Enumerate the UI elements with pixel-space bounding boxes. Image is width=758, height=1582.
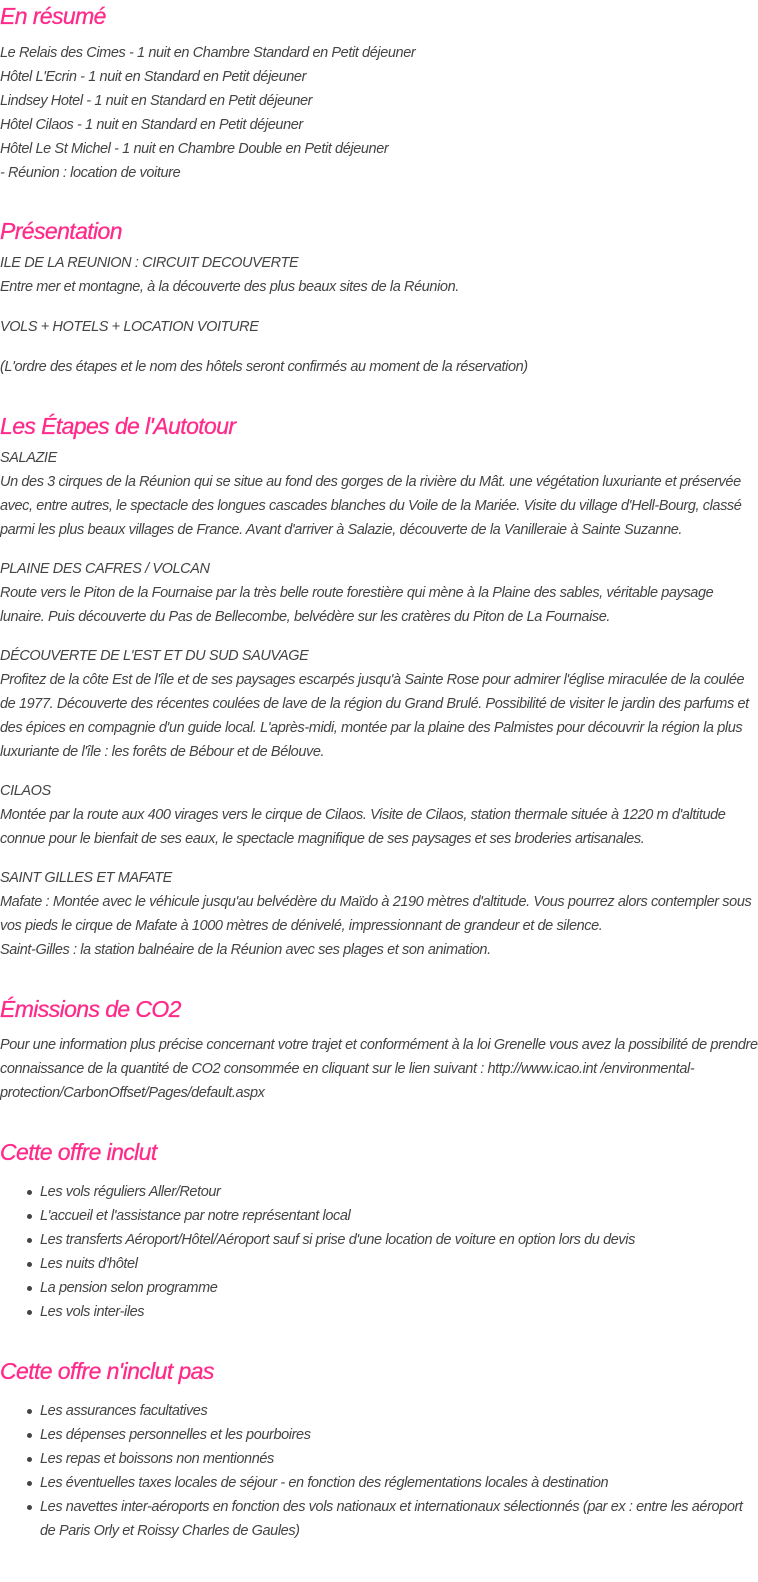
etape-name: PLAINE DES CAFRES / VOLCAN — [0, 561, 210, 577]
etape-item — [0, 866, 758, 962]
excluded-list — [0, 1399, 758, 1543]
etape-description: Route vers le Piton de la Fournaise par la très belle route forestière qui mène à la Plaine des sables, véritable paysage lunaire. Puis découverte du Pas de Bellecombe, belvédère sur les cratères du Piton de La Fournaise. — [0, 585, 714, 625]
etape-item — [0, 779, 758, 851]
included-item-text: Les vols réguliers Aller/Retour — [40, 1184, 221, 1200]
bullet-icon — [27, 1457, 32, 1462]
section-title-resume: En résumé — [0, 3, 106, 29]
section-etapes — [0, 379, 758, 962]
section-title-inclut: Cette offre inclut — [0, 1139, 157, 1165]
section-title-ninclut: Cette offre n'inclut pas — [0, 1358, 214, 1384]
bullet-icon — [27, 1190, 32, 1195]
bullet-icon — [27, 1238, 32, 1243]
section-title-presentation: Présentation — [0, 218, 122, 244]
resume-line: Le Relais des Cimes - 1 nuit en Chambre Standard en Petit déjeuner — [0, 45, 416, 61]
presentation-formula-line: VOLS + HOTELS + LOCATION VOITURE — [0, 319, 259, 335]
excluded-item-text: Les éventuelles taxes locales de séjour - en fonction des réglementations locales à destination — [40, 1475, 609, 1491]
included-list — [0, 1180, 758, 1324]
included-item — [40, 1204, 758, 1228]
etape-description: Profitez de la côte Est de l'île et de ses paysages escarpés jusqu'à Sainte Rose pour admirer l'église miraculée de la coulée de 1977. Découverte des récentes coulées de lave de la région du Grand Brulé. Possibilité de visiter le jardin des parfums et des épices en compagnie d'un guide local. L'après-midi, montée par la plaine des Palmistes pour découvrir la région la plus luxuriante de l'île : les forêts de Bébour et de Bélouve. — [0, 672, 749, 760]
bullet-icon — [27, 1262, 32, 1267]
bullet-icon — [27, 1286, 32, 1291]
bullet-icon — [27, 1433, 32, 1438]
excluded-item — [40, 1447, 758, 1471]
excluded-item — [40, 1495, 758, 1543]
etape-item — [0, 446, 758, 542]
included-item-text: Les vols inter-iles — [40, 1304, 145, 1320]
included-item — [40, 1276, 758, 1300]
co2-text: Pour une information plus précise concernant votre trajet et conformément à la loi Grenelle vous avez la possibilité de prendre connaissance de la quantité de CO2 consommée en cliquant sur le lien suivant : http://www.icao.int /environmental-protection/CarbonOffset/Pages/default.aspx — [0, 1037, 758, 1101]
etape-item — [0, 644, 758, 764]
excluded-item-text: Les navettes inter-aéroports en fonction des vols nationaux et internationaux sélectionnés (par ex : entre les aéroport de Paris Orly et Roissy Charles de Gaules) — [40, 1499, 743, 1539]
excluded-item-text: Les repas et boissons non mentionnés — [40, 1451, 274, 1467]
bullet-icon — [27, 1214, 32, 1219]
presentation-note-line: (L'ordre des étapes et le nom des hôtels seront confirmés au moment de la réservation) — [0, 359, 528, 375]
etape-item — [0, 557, 758, 629]
etape-description: Montée par la route aux 400 virages vers le cirque de Cilaos. Visite de Cilaos, station thermale située à 1220 m d'altitude connue pour le bienfait de ses eaux, le spectacle magnifique de ses paysages et ses broderies artisanales. — [0, 807, 726, 847]
etape-description-extra: Saint-Gilles : la station balnéaire de la Réunion avec ses plages et son animation. — [0, 942, 491, 958]
excluded-item-text: Les assurances facultatives — [40, 1403, 208, 1419]
section-title-etapes: Les Étapes de l'Autotour — [0, 413, 236, 439]
included-item — [40, 1228, 758, 1252]
resume-line: Hôtel L'Ecrin - 1 nuit en Standard en Petit déjeuner — [0, 69, 307, 85]
excluded-item — [40, 1471, 758, 1495]
bullet-icon — [27, 1481, 32, 1486]
excluded-item-text: Les dépenses personnelles et les pourboires — [40, 1427, 311, 1443]
etape-description: Mafate : Montée avec le véhicule jusqu'au belvédère du Maïdo à 2190 mètres d'altitude. Vous pourrez alors contempler sous vos pieds le cirque de Mafate à 1000 mètres de dénivelé, impressionnant de grandeur et de silence. — [0, 894, 752, 934]
etape-name: CILAOS — [0, 783, 51, 799]
section-ninclut — [0, 1324, 758, 1543]
bullet-icon — [27, 1310, 32, 1315]
etape-name: SAINT GILLES ET MAFATE — [0, 870, 172, 886]
resume-line: - Réunion : location de voiture — [0, 165, 181, 181]
presentation-title-line: ILE DE LA REUNION : CIRCUIT DECOUVERTE — [0, 255, 299, 271]
included-item-text: Les transferts Aéroport/Hôtel/Aéroport sauf si prise d'une location de voiture en option lors du devis — [40, 1232, 635, 1248]
presentation-subtitle-line: Entre mer et montagne, à la découverte des plus beaux sites de la Réunion. — [0, 279, 459, 295]
included-item-text: L'accueil et l'assistance par notre représentant local — [40, 1208, 351, 1224]
excluded-item — [40, 1423, 758, 1447]
etape-description: Un des 3 cirques de la Réunion qui se situe au fond des gorges de la rivière du Mât. une végétation luxuriante et préservée avec, entre autres, le spectacle des longues cascades blanches du Voile de la Mariée. Visite du village d'Hell-Bourg, classé parmi les plus beaux villages de France. Avant d'arriver à Salazie, découverte de la Vanilleraie à Sainte Suzanne. — [0, 474, 742, 538]
etape-name: DÉCOUVERTE DE L'EST ET DU SUD SAUVAGE — [0, 648, 309, 664]
excluded-item — [40, 1399, 758, 1423]
bullet-icon — [27, 1409, 32, 1414]
bullet-icon — [27, 1505, 32, 1510]
included-item-text: La pension selon programme — [40, 1280, 218, 1296]
included-item-text: Les nuits d'hôtel — [40, 1256, 138, 1272]
included-item — [40, 1180, 758, 1204]
included-item — [40, 1300, 758, 1324]
section-co2 — [0, 962, 758, 1105]
section-resume — [0, 0, 758, 185]
section-title-co2: Émissions de CO2 — [0, 996, 181, 1022]
resume-line: Lindsey Hotel - 1 nuit en Standard en Petit déjeuner — [0, 93, 313, 109]
included-item — [40, 1252, 758, 1276]
etape-name: SALAZIE — [0, 450, 57, 466]
section-inclut — [0, 1105, 758, 1324]
section-presentation — [0, 185, 758, 379]
resume-line: Hôtel Cilaos - 1 nuit en Standard en Petit déjeuner — [0, 117, 303, 133]
resume-line: Hôtel Le St Michel - 1 nuit en Chambre Double en Petit déjeuner — [0, 141, 389, 157]
